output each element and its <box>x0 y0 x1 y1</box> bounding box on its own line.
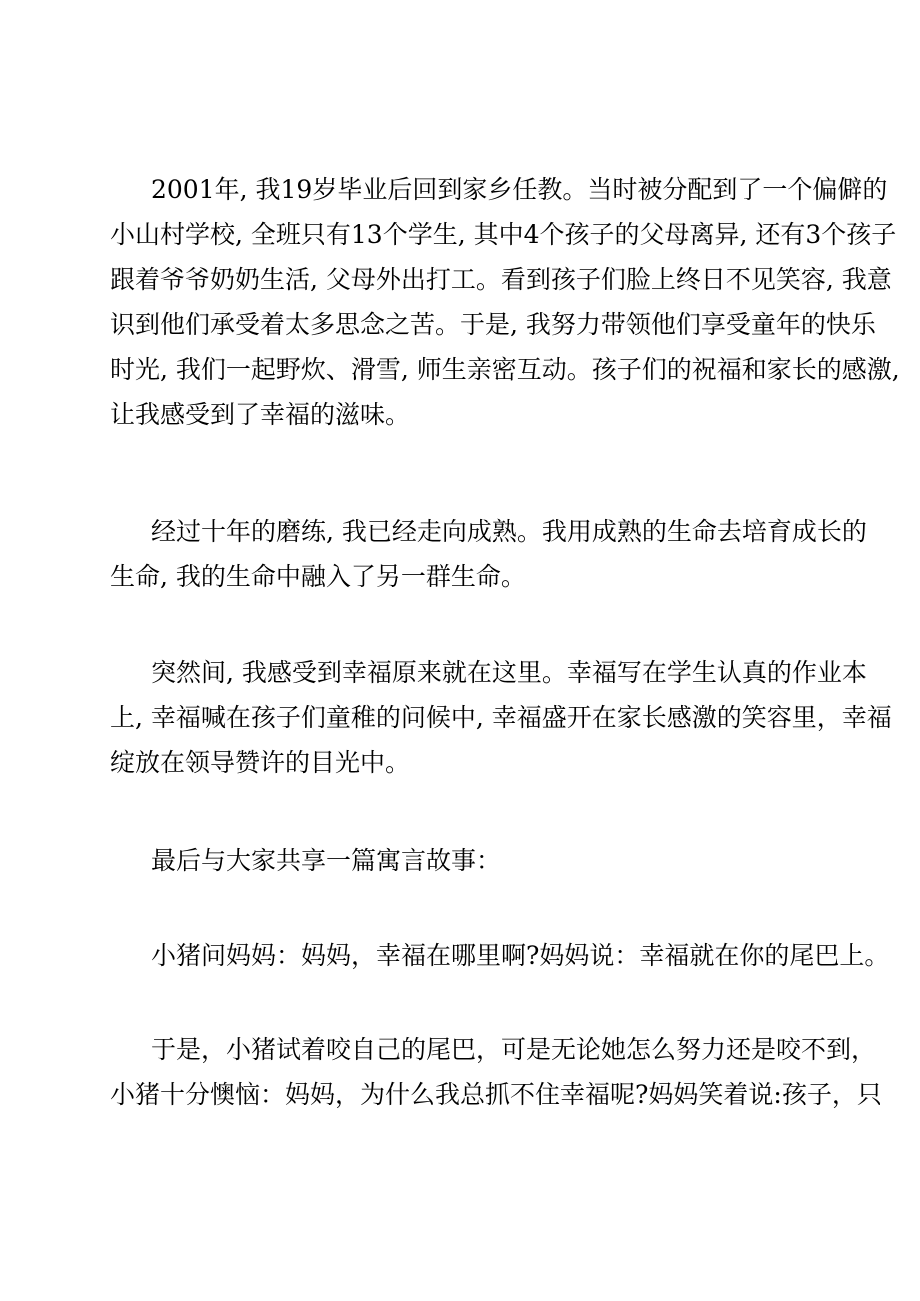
paragraph-2 <box>110 509 867 599</box>
paragraph-line: 时光, 我们一起野炊、滑雪, 师生亲密互动。孩子们的祝福和家长的感激, <box>110 355 900 384</box>
paragraph-line: 识到他们承受着太多思念之苦。于是, 我努力带领他们享受童年的快乐 <box>110 310 876 339</box>
paragraph-line: 经过十年的磨练, 我已经走向成熟。我用成熟的生命去培育成长的 <box>151 517 867 546</box>
paragraph-line: 让我感受到了幸福的滋味。 <box>110 400 411 429</box>
paragraph-3 <box>110 650 892 785</box>
paragraph-5 <box>110 933 890 978</box>
paragraph-line: 生命, 我的生命中融入了另一群生命。 <box>110 562 526 591</box>
paragraph-1 <box>110 167 900 437</box>
paragraph-line: 突然间, 我感受到幸福原来就在这里。幸福写在学生认真的作业本 <box>151 658 867 687</box>
paragraph-line: 小猪十分懊恼：妈妈，为什么我总抓不住幸福呢?妈妈笑着说:孩子，只 <box>110 1080 882 1109</box>
paragraph-line: 上, 幸福喊在孩子们童稚的问候中, 幸福盛开在家长感激的笑容里，幸福 <box>110 703 892 732</box>
paragraph-line: 小猪问妈妈：妈妈，幸福在哪里啊?妈妈说：幸福就在你的尾巴上。 <box>151 941 890 970</box>
paragraph-line: 绽放在领导赞许的目光中。 <box>110 748 411 777</box>
paragraph-line: 2001年, 我19岁毕业后回到家乡任教。当时被分配到了一个偏僻的 <box>151 175 888 204</box>
paragraph-line: 跟着爷爷奶奶生活, 父母外出打工。看到孩子们脸上终日不见笑容, 我意 <box>110 265 892 294</box>
paragraph-line: 最后与大家共享一篇寓言故事： <box>151 846 502 875</box>
paragraph-line: 于是，小猪试着咬自己的尾巴，可是无论她怎么努力还是咬不到， <box>151 1035 877 1064</box>
paragraph-6 <box>110 1027 882 1117</box>
paragraph-line: 小山村学校, 全班只有13个学生, 其中4个孩子的父母离异, 还有3个孩子 <box>110 220 897 249</box>
paragraph-4 <box>110 838 825 883</box>
